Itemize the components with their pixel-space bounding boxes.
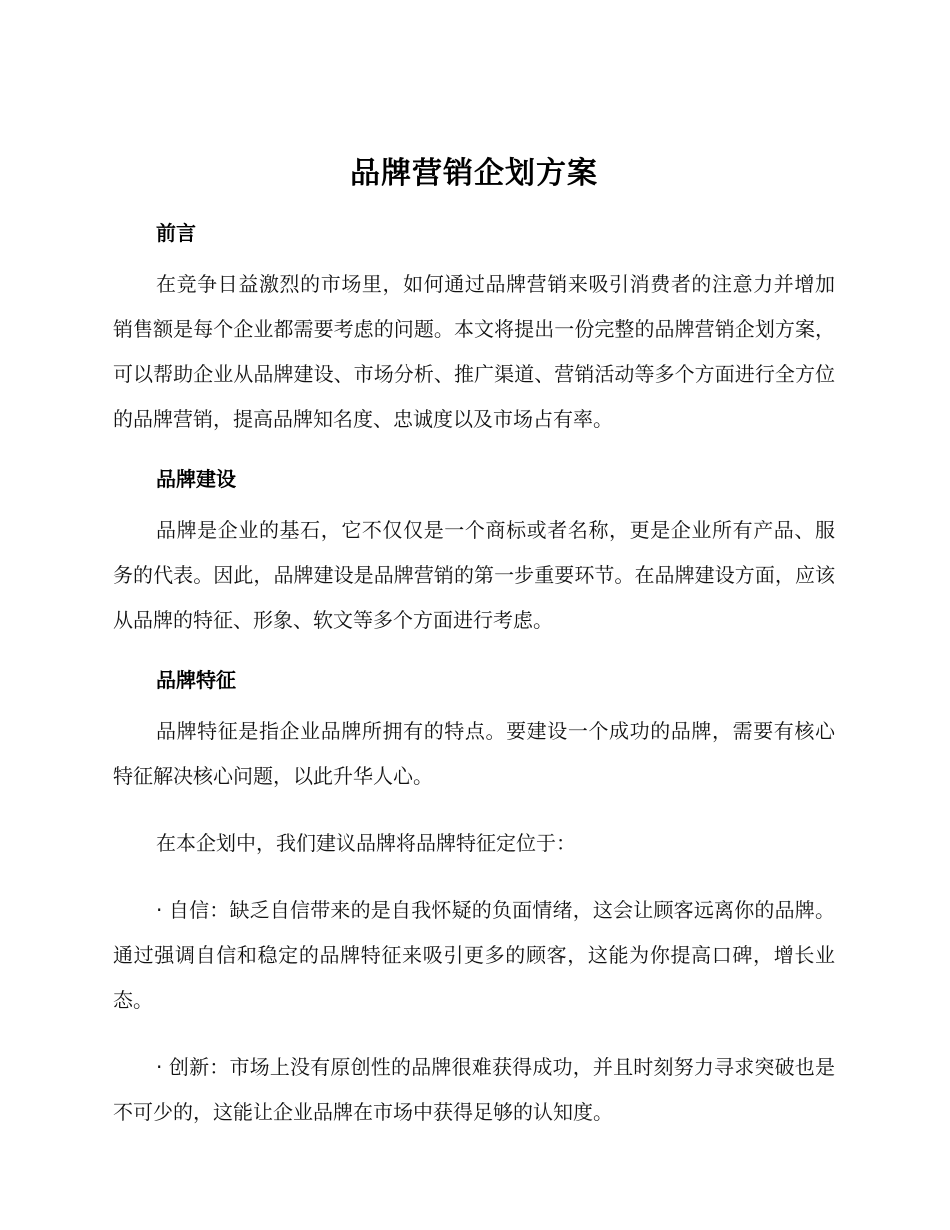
- paragraph-brand-features-positioning: 在本企划中，我们建议品牌将品牌特征定位于：: [156, 831, 576, 855]
- document-body: [113, 148, 835, 1135]
- bullet-innovation: · 创新：市场上没有原创性的品牌很难获得成功，并且时刻努力寻求突破也是不可少的，这能让企业品牌在市场中获得足够的认知度。: [113, 1055, 835, 1124]
- section-heading-brand-features: 品牌特征: [156, 668, 236, 692]
- spacer: [113, 1023, 835, 1045]
- spacer: [113, 442, 835, 464]
- spacer: [113, 866, 835, 888]
- paragraph-brand-features-intro: 品牌特征是指企业品牌所拥有的特点。要建设一个成功的品牌，需要有核心特征解决核心问题，以此升华人心。: [113, 719, 835, 788]
- spacer: [113, 799, 835, 821]
- spacer: [113, 494, 835, 508]
- spacer: [113, 248, 835, 262]
- section-heading-brand-building: 品牌建设: [156, 467, 236, 491]
- section-heading-preface: 前言: [156, 221, 196, 245]
- document-title: 品牌营销企划方案: [350, 156, 598, 191]
- paragraph-brand-building: 品牌是企业的基石，它不仅仅是一个商标或者名称，更是企业所有产品、服务的代表。因此，品牌建设是品牌营销的第一步重要环节。在品牌建设方面，应该从品牌的特征、形象、软文等多个方面进行考虑。: [113, 518, 835, 632]
- spacer: [113, 643, 835, 665]
- paragraph-preface: 在竞争日益激烈的市场里，如何通过品牌营销来吸引消费者的注意力并增加销售额是每个企业都需要考虑的问题。本文将提出一份完整的品牌营销企划方案，可以帮助企业从品牌建设、市场分析、推广渠道、营销活动等多个方面进行全方位的品牌营销，提高品牌知名度、忠诚度以及市场占有率。: [113, 272, 835, 431]
- spacer: [113, 695, 835, 709]
- bullet-confidence: · 自信：缺乏自信带来的是自我怀疑的负面情绪，这会让顾客远离你的品牌。通过强调自信和稳定的品牌特征来吸引更多的顾客，这能为你提高口碑，增长业态。: [113, 898, 835, 1012]
